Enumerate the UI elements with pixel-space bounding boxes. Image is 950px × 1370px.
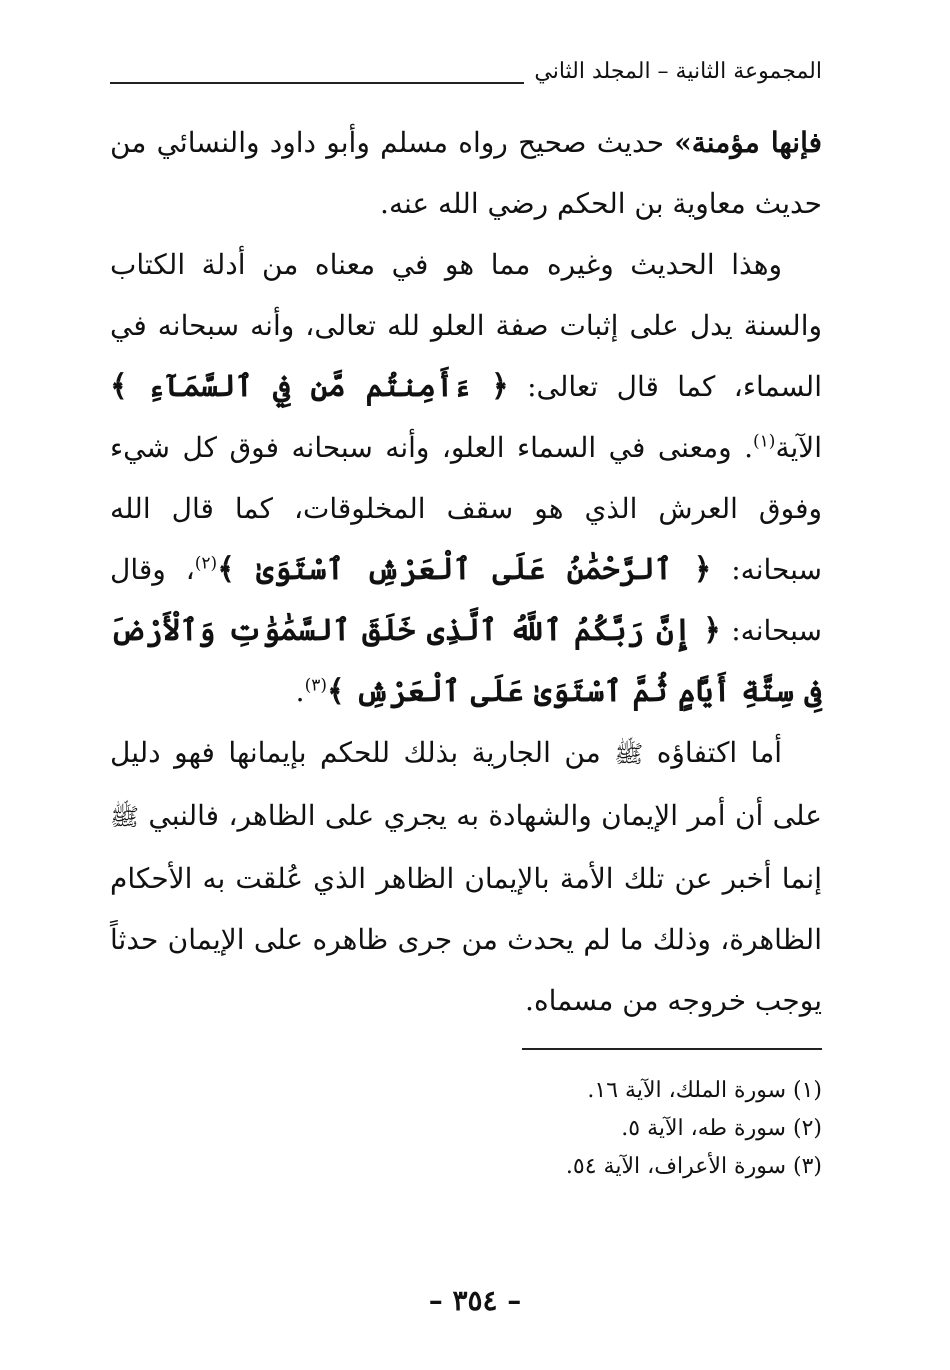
quran-verse-1: ﴿ ءَأَمِنتُم مَّن فِي ٱلسَّمَآءِ ﴾ [110, 369, 509, 404]
footnotes [322, 1072, 822, 1186]
salawat-symbol: ﷺ [110, 803, 139, 831]
paragraph-2-part-1: وهذا الحديث وغيره مما هو في معناه من أدلة الكتاب والسنة يدل على إثبات صفة العلو لله تعالى، وأنه سبحانه في السماء، كما قال تعالى: [110, 248, 822, 403]
quran-verse-2: ﴿ ٱلرَّحْمَٰنُ عَلَى ٱلْعَرْشِ ٱسْتَوَىٰ ﴾ [217, 552, 712, 587]
quran-verse-3: ﴿ إِنَّ رَبَّكُمُ ٱللَّهُ ٱلَّذِى خَلَقَ ٱلسَّمَٰوَٰتِ وَٱلْأَرْضَ فِى سِتَّةِ أَيَّامٍ ثُمَّ ٱسْتَوَىٰ عَلَى ٱلْعَرْشِ ﴾ [110, 613, 822, 709]
footnote-ref-2: (٢) [194, 553, 218, 574]
footnote-2: (٢) سورة طه، الآية ٥. [621, 1116, 822, 1141]
paragraph-1-text: حديث صحيح رواه مسلم وأبو داود والنسائي من حديث معاوية بن الحكم رضي الله عنه. [110, 126, 822, 220]
paragraph-2-part-3: . ومعنى في السماء العلو، وأنه سبحانه فوق كل شيء وفوق العرش الذي هو سقف المخلوقات، كما قال الله سبحانه: [110, 431, 823, 586]
body-text [110, 112, 822, 1031]
paragraph-2-part-4: ، وقال سبحانه: [110, 553, 822, 647]
paragraph-3-part-1: أما اكتفاؤه [643, 736, 782, 769]
paragraph-3-part-3: إنما أخبر عن تلك الأمة بالإيمان الظاهر الذي عُلقت به الأحكام الظاهرة، وذلك ما لم يحدث من جرى ظاهره على الإيمان حدثاً يوجب خروجه من مسماه. [110, 862, 822, 1017]
paragraph-1 [110, 112, 822, 234]
footnote-3: (٣) سورة الأعراف، الآية ٥٤. [565, 1154, 822, 1179]
footnote-ref-3: (٣) [304, 675, 327, 696]
footnote-1: (١) سورة الملك، الآية ١٦. [587, 1078, 822, 1103]
paragraph-2 [110, 234, 822, 722]
page-number: – ٣٥٤ – [428, 1284, 522, 1317]
paragraph-1-lead: فإنها مؤمنة» [674, 126, 822, 159]
running-header [110, 52, 822, 92]
salawat-symbol: ﷺ [614, 740, 644, 768]
paragraph-2-part-2: الآية [775, 431, 822, 464]
footnote-rule [522, 1048, 822, 1050]
footnote-ref-1: (١) [753, 431, 776, 452]
paragraph-3 [110, 722, 822, 1031]
paragraph-2-part-5: . [295, 675, 305, 708]
running-title: المجموعة الثانية – المجلد الثاني [524, 52, 822, 92]
paragraph-3-part-2: من الجارية بذلك للحكم بإيمانها فهو دليل على أن أمر الإيمان والشهادة به يجري على الظاهر، فالنبي [110, 736, 822, 832]
